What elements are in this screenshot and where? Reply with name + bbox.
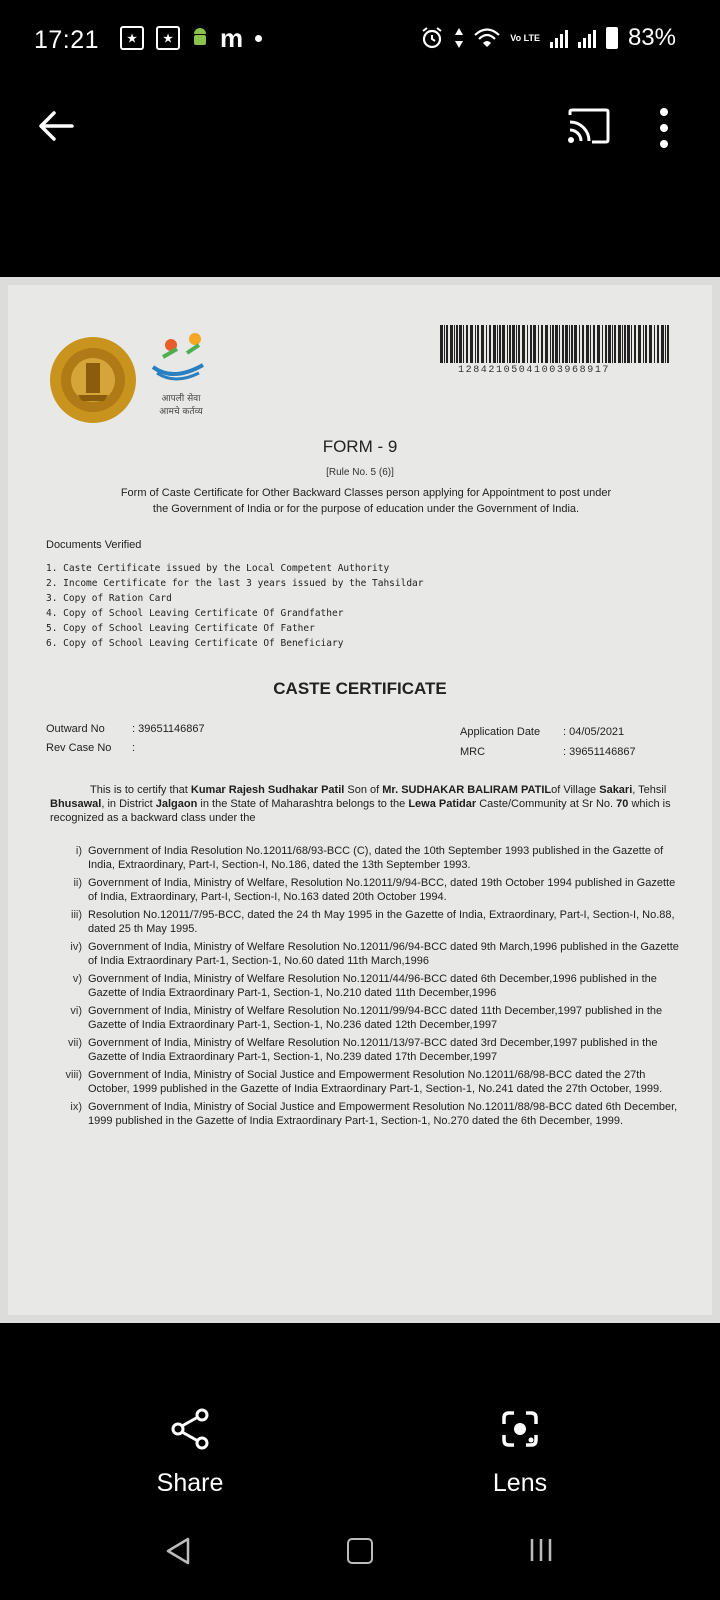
form-title: FORM - 9 <box>322 437 398 456</box>
documents-verified-list <box>46 561 424 651</box>
barcode <box>440 325 672 363</box>
barcode-bar <box>565 325 568 363</box>
resolution-text: Government of India Resolution No.12011/68/93-BCC (C), dated the 10th September 1993 published in the Gazette of India, Extraordinary, Part-I, Section-I, No.186, dated the 13th September 1993. <box>88 845 664 871</box>
barcode-bar <box>618 325 621 363</box>
sr-no: 70 <box>616 798 629 810</box>
barcode-bar <box>624 325 626 363</box>
wifi-icon <box>474 27 500 49</box>
documents-verified-title: Documents Verified <box>46 539 142 551</box>
resolution-number: v) <box>72 973 82 985</box>
android-icon <box>192 28 208 48</box>
barcode-bar <box>530 325 532 363</box>
resolution-number: iv) <box>70 941 82 953</box>
barcode-bar <box>579 325 580 363</box>
nav-back-icon[interactable] <box>164 1536 192 1566</box>
barcode-bar <box>497 325 498 363</box>
list-item: 2. Income Certificate for the last 3 years issued by the Tahsildar <box>46 578 424 589</box>
cert-text: This is to certify that <box>90 784 191 796</box>
resolution-number: ii) <box>73 877 82 889</box>
barcode-bar <box>545 325 548 363</box>
barcode-bar <box>475 325 476 363</box>
tagline-line-1: आपली सेवा <box>161 394 201 404</box>
barcode-bar <box>459 325 462 363</box>
district: Jalgaon <box>155 798 198 810</box>
certification-paragraph <box>50 783 680 825</box>
barcode-bar <box>562 325 564 363</box>
cert-text: Caste/Community at Sr No. <box>476 798 617 810</box>
barcode-bar <box>440 325 443 363</box>
barcode-bar <box>489 325 491 363</box>
outward-no-label: Outward No <box>46 723 105 735</box>
barcode-bar <box>522 325 525 363</box>
list-item <box>50 1101 680 1128</box>
barcode-bar <box>569 325 570 363</box>
nav-home-icon[interactable] <box>347 1538 373 1564</box>
resolution-text: Government of India, Ministry of Welfare, Resolution No.12011/9/94-BCC, dated 19th October 1994 published in Gazette of India, Extraordinary, Part-I, Section-I, No.163 dated 20th October 1994. <box>88 877 676 903</box>
barcode-bar <box>466 325 468 363</box>
father-name: Mr. SUDHAKAR BALIRAM PATIL <box>382 784 552 796</box>
barcode-bar <box>507 325 508 363</box>
barcode-bar <box>450 325 453 363</box>
rule-reference: [Rule No. 5 (6)] <box>326 467 394 478</box>
barcode-bar <box>597 325 600 363</box>
list-item <box>50 973 680 1000</box>
mrc-label: MRC <box>460 746 486 758</box>
barcode-bar <box>645 325 647 363</box>
barcode-bar <box>516 325 517 363</box>
barcode-bar <box>586 325 589 363</box>
list-item <box>50 877 680 904</box>
tagline-line-2: आमचे कर्तव्य <box>159 407 203 417</box>
barcode-bar <box>638 325 641 363</box>
status-time: 17:21 <box>34 26 100 54</box>
barcode-bar <box>481 325 484 363</box>
cert-text: , in District <box>101 798 156 810</box>
barcode-bar <box>608 325 611 363</box>
application-date-label: Application Date <box>460 726 541 738</box>
barcode-bar <box>454 325 455 363</box>
barcode-bar <box>614 325 616 363</box>
caste-certificate-page <box>8 285 712 1315</box>
resolution-text: Government of India, Ministry of Welfare Resolution No.12011/13/97-BCC dated 3rd December,1997 published in the Gazette of India Extraordinary Part-1, Section-1, No.239 dated 17th December,1997 <box>88 1037 658 1063</box>
back-arrow-icon[interactable] <box>36 106 76 146</box>
list-item <box>50 1037 680 1064</box>
barcode-bar <box>486 325 487 363</box>
list-item: 5. Copy of School Leaving Certificate Of Father <box>46 623 315 634</box>
battery-percent: 83% <box>627 24 676 51</box>
barcode-bar <box>665 325 666 363</box>
barcode-bar <box>456 325 458 363</box>
barcode-bar <box>509 325 511 363</box>
list-item <box>50 909 680 936</box>
cert-text: of Village <box>551 784 600 796</box>
data-arrows-icon <box>454 27 464 49</box>
barcode-bar <box>643 325 644 363</box>
battery-icon <box>606 27 618 49</box>
cert-text: which is recognized as a backward class under the <box>50 798 671 824</box>
resolution-number: i) <box>75 845 82 857</box>
barcode-bar <box>602 325 603 363</box>
viewer-app-bar <box>0 90 720 170</box>
list-item <box>50 845 680 872</box>
barcode-bar <box>463 325 464 363</box>
barcode-bar <box>538 325 539 363</box>
barcode-bar <box>667 325 669 363</box>
tehsil: Bhusawal <box>50 798 102 810</box>
resolution-text: Resolution No.12011/7/95-BCC, dated the 24 th May 1995 in the Gazette of India, Extraordinary, Part-I, Section-I, No.88, dated 25 th May 1995. <box>88 909 675 935</box>
barcode-bar <box>552 325 554 363</box>
subheading-line-1: Form of Caste Certificate for Other Backward Classes person applying for Appointment to post under <box>120 487 612 499</box>
resolution-text: Government of India, Ministry of Welfare Resolution No.12011/96/94-BCC dated 9th March,1996 published in the Gazette of India Extraordinary Part-1, Section-1, No.60 dated 11th March,1996 <box>88 941 679 967</box>
resolution-number: iii) <box>71 909 82 921</box>
village: Sakari <box>599 784 633 796</box>
mrc-value: : 39651146867 <box>563 746 636 758</box>
barcode-bar <box>631 325 632 363</box>
resolution-number: vi) <box>70 1005 82 1017</box>
barcode-bar <box>622 325 623 363</box>
lens-icon <box>500 1408 540 1450</box>
document-image <box>0 277 720 1323</box>
barcode-bar <box>559 325 560 363</box>
resolution-number: ix) <box>70 1101 82 1113</box>
barcode-bar <box>657 325 659 363</box>
certificate-title: CASTE CERTIFICATE <box>273 679 447 698</box>
barcode-bar <box>593 325 595 363</box>
barcode-bar <box>555 325 558 363</box>
barcode-bar <box>512 325 515 363</box>
barcode-bar <box>499 325 501 363</box>
barcode-bar <box>612 325 613 363</box>
rev-case-value: : <box>132 742 136 754</box>
list-item: 3. Copy of Ration Card <box>46 593 172 604</box>
status-bar <box>0 0 720 80</box>
star-badge-icon: ★ <box>156 26 180 50</box>
nav-recents-icon[interactable] <box>528 1536 554 1564</box>
cert-text: in the State of Maharashtra belongs to the <box>197 798 409 810</box>
barcode-bar <box>654 325 655 363</box>
share-button[interactable] <box>140 1408 240 1498</box>
volte-icon: Vo LTE <box>510 32 540 43</box>
resolution-text: Government of India, Ministry of Social Justice and Empowerment Resolution No.12011/88/98-BCC dated 6th December, 1999 published in the Gazette of India Extraordinary Part-1, Section-1, No.270 dated the 6th December, 1999. <box>88 1101 678 1127</box>
subheading-line-2: the Government of India or for the purpose of education under the Government of India. <box>152 503 580 515</box>
aaple-sarkar-logo-icon <box>143 327 213 387</box>
barcode-bar <box>477 325 479 363</box>
barcode-bar <box>571 325 573 363</box>
system-icons <box>420 24 676 52</box>
lens-button[interactable] <box>470 1408 570 1498</box>
cast-icon[interactable] <box>566 107 612 145</box>
list-item <box>50 941 680 968</box>
list-item <box>50 1069 680 1096</box>
barcode-bar <box>649 325 652 363</box>
share-icon <box>170 1408 210 1450</box>
barcode-bar <box>605 325 607 363</box>
resolution-number: viii) <box>65 1069 82 1081</box>
barcode-bar <box>502 325 505 363</box>
list-item: 6. Copy of School Leaving Certificate Of Beneficiary <box>46 638 344 649</box>
resolution-text: Government of India, Ministry of Welfare Resolution No.12011/99/94-BCC dated 11th December,1997 published in the Gazette of India Extraordinary Part-1, Section-1, No.236 dated 12th December,1997 <box>88 1005 663 1031</box>
maharashtra-emblem-icon <box>48 335 138 425</box>
list-item <box>50 1005 680 1032</box>
star-badge-icon: ★ <box>120 26 144 50</box>
barcode-bar <box>634 325 636 363</box>
barcode-bar <box>550 325 551 363</box>
signal-icon <box>550 28 568 48</box>
signal-icon-2 <box>578 28 596 48</box>
rev-case-label: Rev Case No <box>46 742 112 754</box>
resolution-text: Government of India, Ministry of Social Justice and Empowerment Resolution No.12011/68/98-BCC dated the 27th October, 1999 published in the Gazette of India Extraordinary Part-1, Section-1, No.241 dated the 27th October, 1999. <box>88 1069 663 1095</box>
barcode-bar <box>574 325 577 363</box>
caste: Lewa Patidar <box>408 798 477 810</box>
alarm-icon <box>420 26 444 50</box>
system-navigation-bar <box>0 1530 720 1580</box>
resolution-list <box>50 845 680 1133</box>
logo-tagline <box>141 393 221 419</box>
barcode-bar <box>533 325 536 363</box>
resolution-text: Government of India, Ministry of Welfare Resolution No.12011/44/96-BCC dated 6th December,1996 published in the Gazette of India Extraordinary Part-1, Section-1, No.210 dated 11th December,1996 <box>88 973 657 999</box>
m-notification-icon: m <box>220 23 244 53</box>
barcode-bar <box>582 325 584 363</box>
barcode-bar <box>541 325 543 363</box>
share-label: Share <box>156 1469 224 1497</box>
notification-icons <box>120 23 262 53</box>
barcode-bar <box>493 325 496 363</box>
cert-text: , Tehsil <box>632 784 667 796</box>
barcode-bar <box>627 325 630 363</box>
barcode-bar <box>590 325 591 363</box>
barcode-number: 12842105041003968917 <box>458 365 611 376</box>
beneficiary-name: Kumar Rajesh Sudhakar Patil <box>190 784 345 796</box>
form-subheading <box>56 485 676 517</box>
more-notifications-dot <box>255 35 262 42</box>
cert-text: Son of <box>344 784 383 796</box>
resolution-number: vii) <box>67 1037 82 1049</box>
lens-label: Lens <box>492 1469 548 1497</box>
barcode-bar <box>661 325 664 363</box>
application-date-value: : 04/05/2021 <box>563 726 625 738</box>
barcode-bar <box>518 325 520 363</box>
list-item: 1. Caste Certificate issued by the Local Competent Authority <box>46 563 390 574</box>
list-item: 4. Copy of School Leaving Certificate Of Grandfather <box>46 608 344 619</box>
barcode-bar <box>444 325 445 363</box>
barcode-bar <box>470 325 473 363</box>
outward-no-value: : 39651146867 <box>132 723 205 735</box>
barcode-bar <box>527 325 528 363</box>
more-options-icon[interactable] <box>654 108 674 148</box>
barcode-bar <box>446 325 448 363</box>
